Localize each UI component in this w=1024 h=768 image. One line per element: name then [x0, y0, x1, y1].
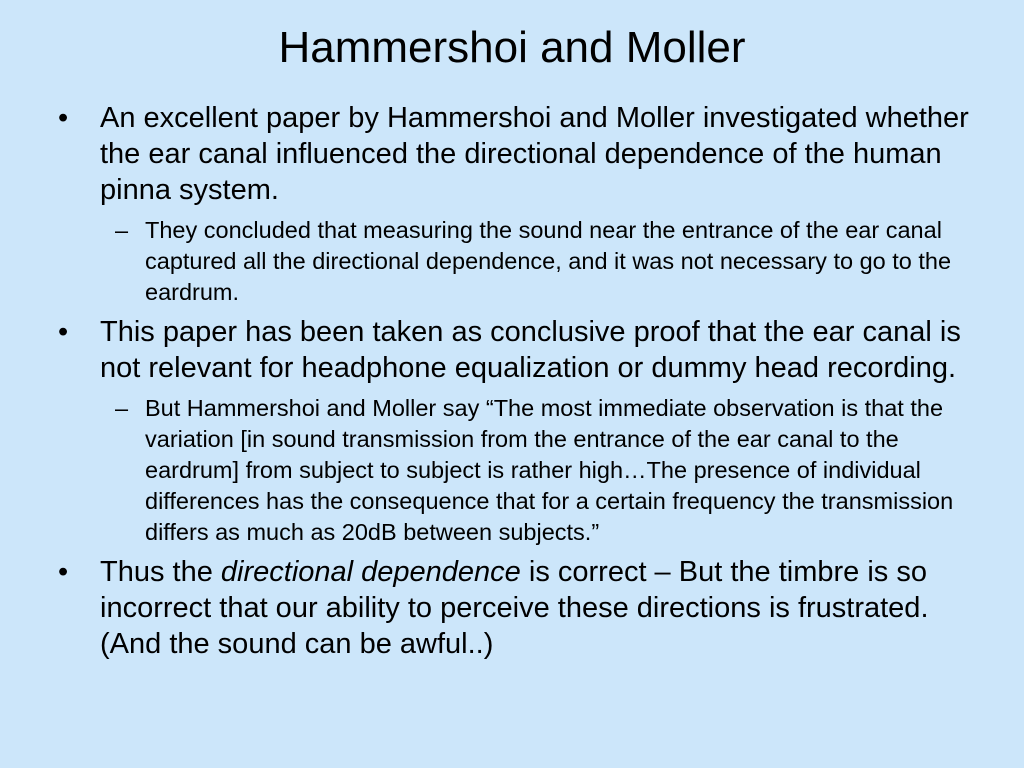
bullet-marker: •: [58, 556, 69, 588]
sub-bullet-1-text: They concluded that measuring the sound near the entrance of the ear canal captured all the directional dependence, and it was not necessary to go to the eardrum.: [145, 217, 952, 305]
bullet-2-text: This paper has been taken as conclusive proof that the ear canal is not relevant for headphone equalization or dummy head recording.: [100, 316, 961, 384]
bullet-1-text: An excellent paper by Hammershoi and Moller investigated whether the ear canal influenced the directional dependence of the human pinna system.: [100, 102, 969, 206]
bullet-marker: •: [58, 316, 69, 348]
sub-bullet-1: [115, 215, 978, 308]
sub-bullet-2: [115, 393, 978, 548]
bullet-3-text-end: is correct – But the timbre is so incorrect that our ability to perceive these directions is frustrated. (And the sound can be awful..): [100, 556, 929, 660]
bullet-3-text: [100, 556, 929, 660]
slide-title: Hammershoi and Moller: [278, 23, 746, 72]
bullet-2: [58, 314, 978, 386]
bullet-3-text-start: Thus the: [100, 556, 221, 588]
bullet-marker: •: [58, 102, 69, 134]
sub-bullet-marker: –: [115, 395, 129, 421]
sub-bullet-2-text: But Hammershoi and Moller say “The most immediate observation is that the variation [in sound transmission from the entrance of the ear canal to the eardrum] from subject to subject is rather high…The presence of individual differences has the consequence that for a certain frequency the transmission differs as much as 20dB between subjects.”: [145, 395, 954, 545]
bullet-1: [58, 100, 978, 208]
sub-bullet-marker: –: [115, 217, 129, 243]
bullet-3-emphasis: directional dependence: [220, 556, 521, 588]
slide-content: [58, 100, 978, 662]
bullet-3: [58, 554, 978, 662]
